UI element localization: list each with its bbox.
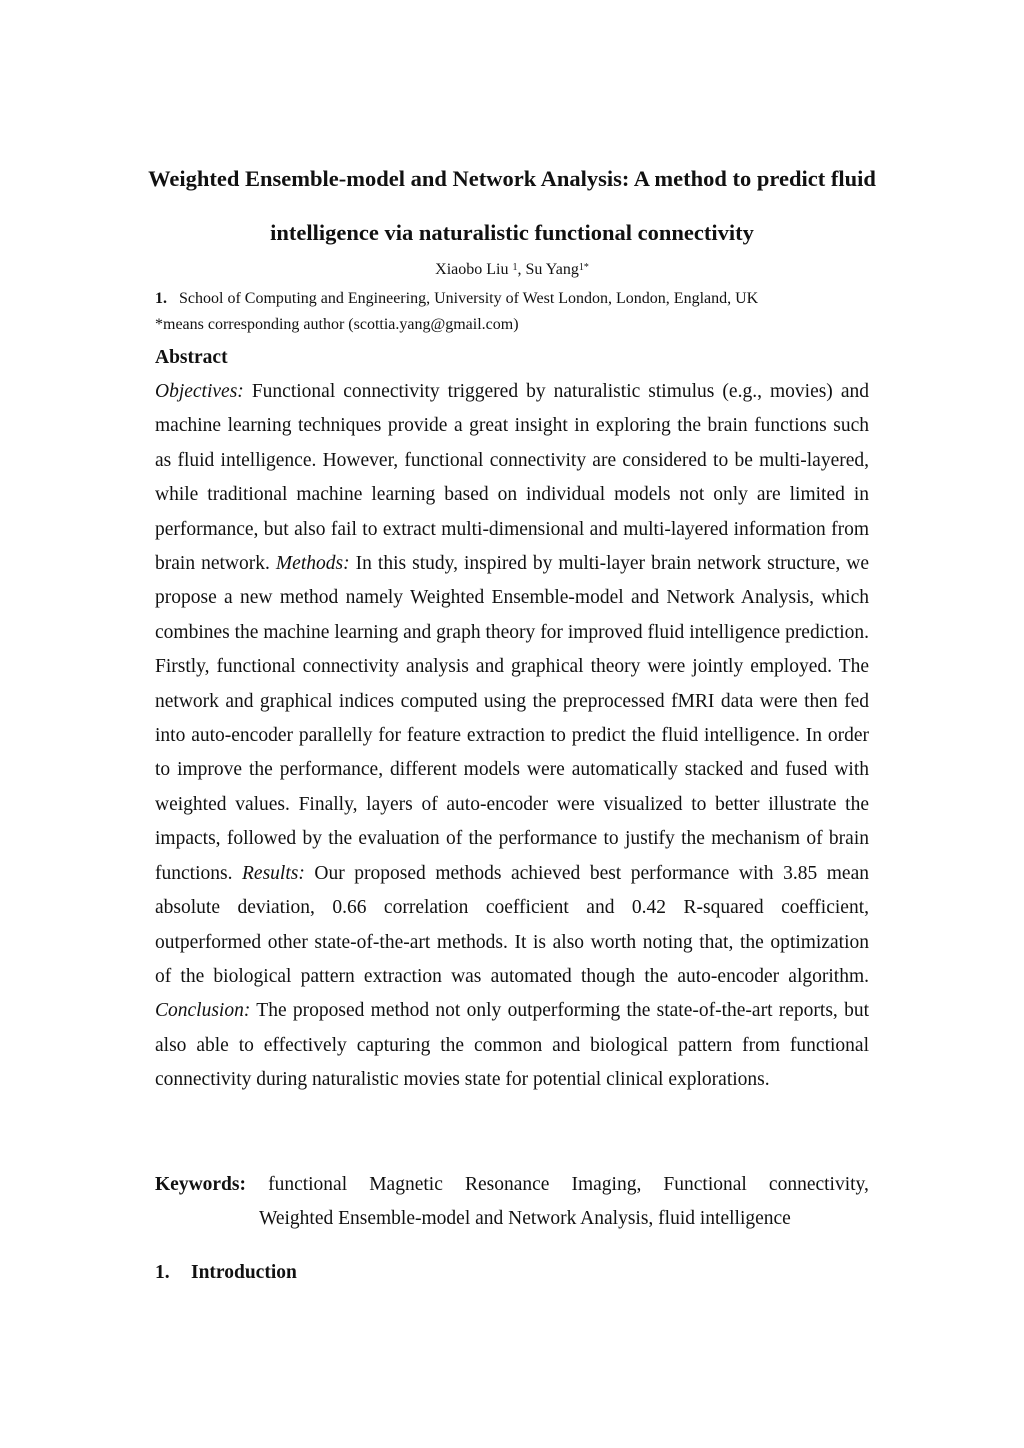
affiliation-number: 1. bbox=[155, 290, 167, 307]
keyword-word: Magnetic bbox=[369, 1174, 443, 1195]
results-text: Our proposed methods achieved best performance with 3.85 mean absolute deviation, 0.66 correlation coefficient and 0.42 R-squared coefficient, outperformed other state-of-the-art methods. It is also worth noting that, the optimization of the biological pattern extraction was automated though the auto-encoder algorithm. bbox=[155, 862, 869, 987]
objectives-label: Objectives: bbox=[155, 381, 244, 402]
author-name: Xiaobo Liu bbox=[435, 261, 509, 278]
keywords-block bbox=[155, 1168, 869, 1237]
keyword-word: Functional bbox=[663, 1174, 747, 1195]
abstract-body bbox=[155, 375, 869, 1098]
keyword-word: Imaging, bbox=[571, 1174, 642, 1195]
results-label: Results: bbox=[242, 862, 305, 884]
keywords-label: Keywords: bbox=[155, 1174, 246, 1195]
author-separator: , bbox=[517, 261, 526, 278]
author-line bbox=[0, 258, 1024, 282]
author-name: Su Yang bbox=[525, 261, 579, 278]
affiliation-text: School of Computing and Engineering, University of West London, London, England, UK bbox=[179, 290, 759, 307]
conclusion-label: Conclusion: bbox=[155, 1000, 251, 1022]
section-number: 1. bbox=[155, 1262, 170, 1283]
keyword-word: functional bbox=[268, 1174, 348, 1195]
conclusion-text: The proposed method not only outperforming the state-of-the-art reports, but also able to effectively capturing the common and biological pattern from functional connectivity during naturalistic movies state for potential clinical explorations. bbox=[155, 1000, 869, 1091]
keyword-word: Resonance bbox=[464, 1174, 550, 1195]
keywords-continuation: Weighted Ensemble-model and Network Analysis, fluid intelligence bbox=[259, 1208, 791, 1230]
affiliation bbox=[155, 286, 869, 312]
section-title: Introduction bbox=[191, 1262, 297, 1283]
author-affiliation-mark: 1* bbox=[578, 262, 589, 273]
methods-label: Methods: bbox=[275, 553, 350, 575]
objectives-text: Functional connectivity triggered by naturalistic stimulus (e.g., movies) and machine learning techniques provide a great insight in exploring the brain functions such as fluid intelligence. However, functional connectivity are considered to be multi-layered, while traditional machine learning based on individual models not only are limited in performance, but also fail to extract multi-dimensional and multi-layered information from brain network. bbox=[155, 381, 869, 575]
author-affiliation-mark: 1 bbox=[512, 262, 518, 273]
methods-text: In this study, inspired by multi-layer brain network structure, we propose a new method namely Weighted Ensemble-model and Network Analysis, which combines the machine learning and graph theory for improved fluid intelligence prediction. Firstly, functional connectivity analysis and graphical theory were jointly employed. The network and graphical indices computed using the preprocessed fMRI data were then fed into auto-encoder parallelly for feature extraction to predict the fluid intelligence. In order to improve the performance, different models were automatically stacked and fused with weighted values. Finally, layers of auto-encoder were visualized to better illustrate the impacts, followed by the evaluation of the performance to justify the mechanism of brain functions. bbox=[155, 553, 869, 884]
keyword-word: connectivity, bbox=[768, 1174, 869, 1195]
paper-title: Weighted Ensemble-model and Network Analysis: A method to predict fluid intelligence via naturalistic functional connectivity bbox=[148, 166, 876, 245]
keywords-first-line bbox=[155, 1168, 869, 1202]
abstract-heading: Abstract bbox=[155, 347, 228, 368]
section-heading-introduction bbox=[155, 1258, 297, 1288]
corresponding-author-note: *means corresponding author (scottia.yang@gmail.com) bbox=[155, 316, 519, 333]
